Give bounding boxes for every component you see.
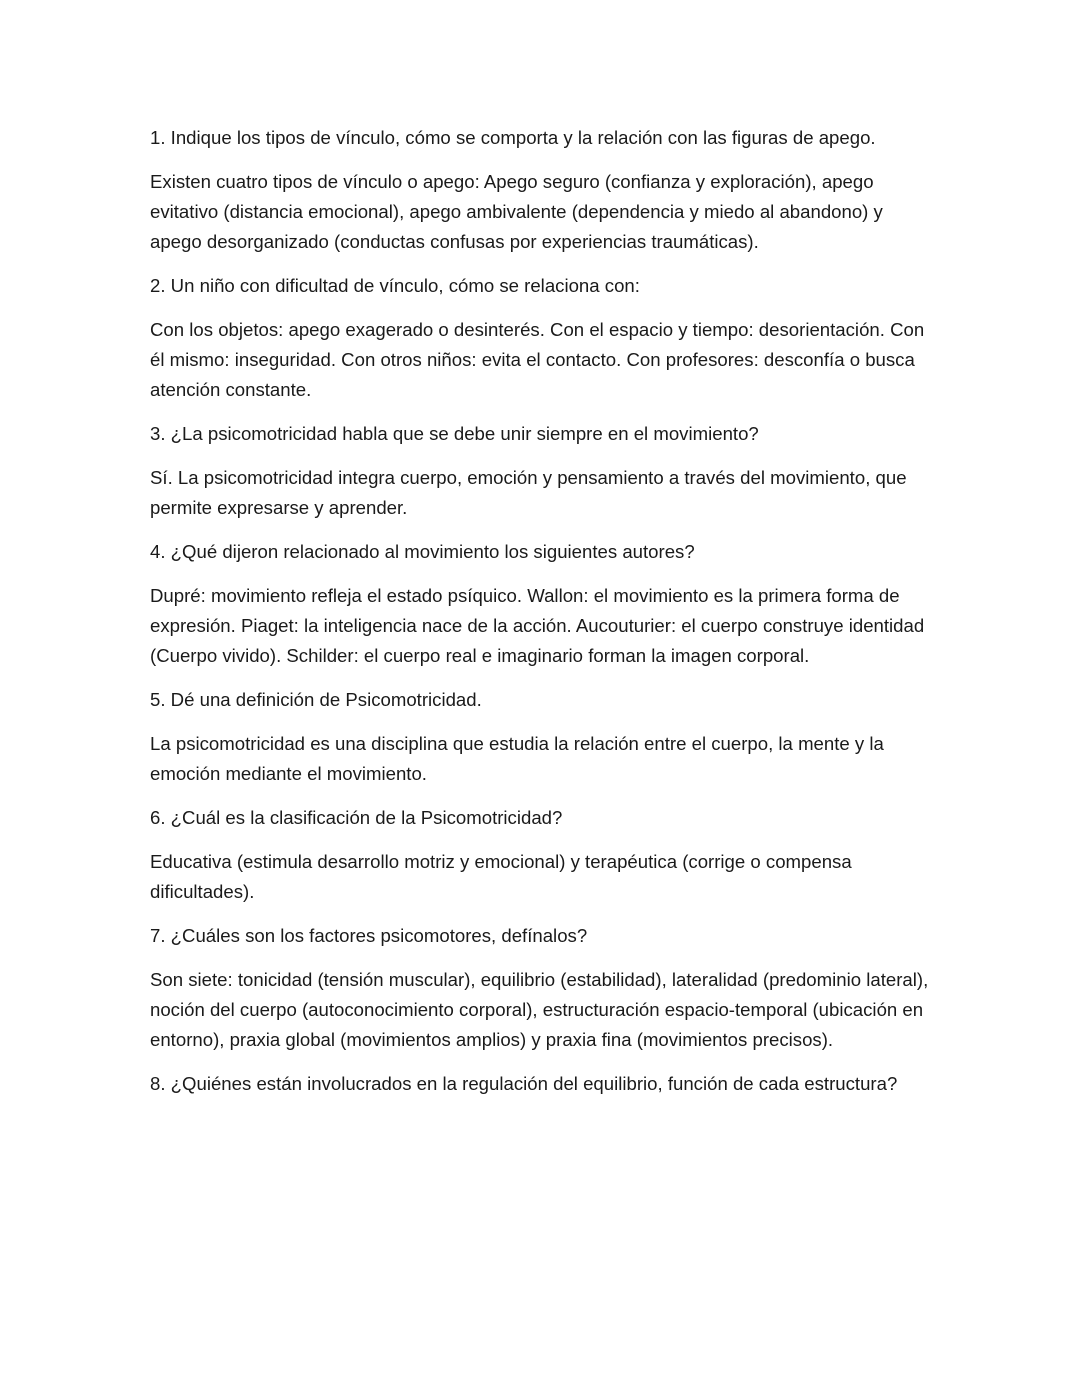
- question-1: 1. Indique los tipos de vínculo, cómo se comporta y la relación con las figuras de apego.: [150, 127, 876, 148]
- answer-2: Con los objetos: apego exagerado o desinterés. Con el espacio y tiempo: desorientación. Con él mismo: inseguridad. Con otros niños: evita el contacto. Con profesores: desconfía o busca atención constante.: [150, 319, 925, 400]
- question-7: 7. ¿Cuáles son los factores psicomotores, defínalos?: [150, 925, 588, 946]
- answer-1: Existen cuatro tipos de vínculo o apego: Apego seguro (confianza y exploración), apego evitativo (distancia emocional), apego ambivalente (dependencia y miedo al abandono) y apego desorganizado (conductas confusas por experiencias traumáticas).: [150, 171, 883, 252]
- question-3: 3. ¿La psicomotricidad habla que se debe unir siempre en el movimiento?: [150, 423, 759, 444]
- question-5: 5. Dé una definición de Psicomotricidad.: [150, 689, 482, 710]
- answer-7: Son siete: tonicidad (tensión muscular), equilibrio (estabilidad), lateralidad (predominio lateral), noción del cuerpo (autoconocimiento corporal), estructuración espacio-temporal (ubicación en entorno), praxia global (movimientos amplios) y praxia fina (movimientos precisos).: [150, 969, 929, 1050]
- document-page: [150, 123, 935, 1113]
- question-6: 6. ¿Cuál es la clasificación de la Psicomotricidad?: [150, 807, 563, 828]
- answer-5: La psicomotricidad es una disciplina que estudia la relación entre el cuerpo, la mente y la emoción mediante el movimiento.: [150, 733, 884, 784]
- question-4: 4. ¿Qué dijeron relacionado al movimiento los siguientes autores?: [150, 541, 695, 562]
- answer-6: Educativa (estimula desarrollo motriz y emocional) y terapéutica (corrige o compensa dificultades).: [150, 851, 852, 902]
- answer-4: Dupré: movimiento refleja el estado psíquico. Wallon: el movimiento es la primera forma de expresión. Piaget: la inteligencia nace de la acción. Aucouturier: el cuerpo construye identidad (Cuerpo vivido). Schilder: el cuerpo real e imaginario forman la imagen corporal.: [150, 585, 925, 666]
- question-2: 2. Un niño con dificultad de vínculo, cómo se relaciona con:: [150, 275, 640, 296]
- answer-3: Sí. La psicomotricidad integra cuerpo, emoción y pensamiento a través del movimiento, que permite expresarse y aprender.: [150, 467, 907, 518]
- question-8: 8. ¿Quiénes están involucrados en la regulación del equilibrio, función de cada estructura?: [150, 1073, 898, 1094]
